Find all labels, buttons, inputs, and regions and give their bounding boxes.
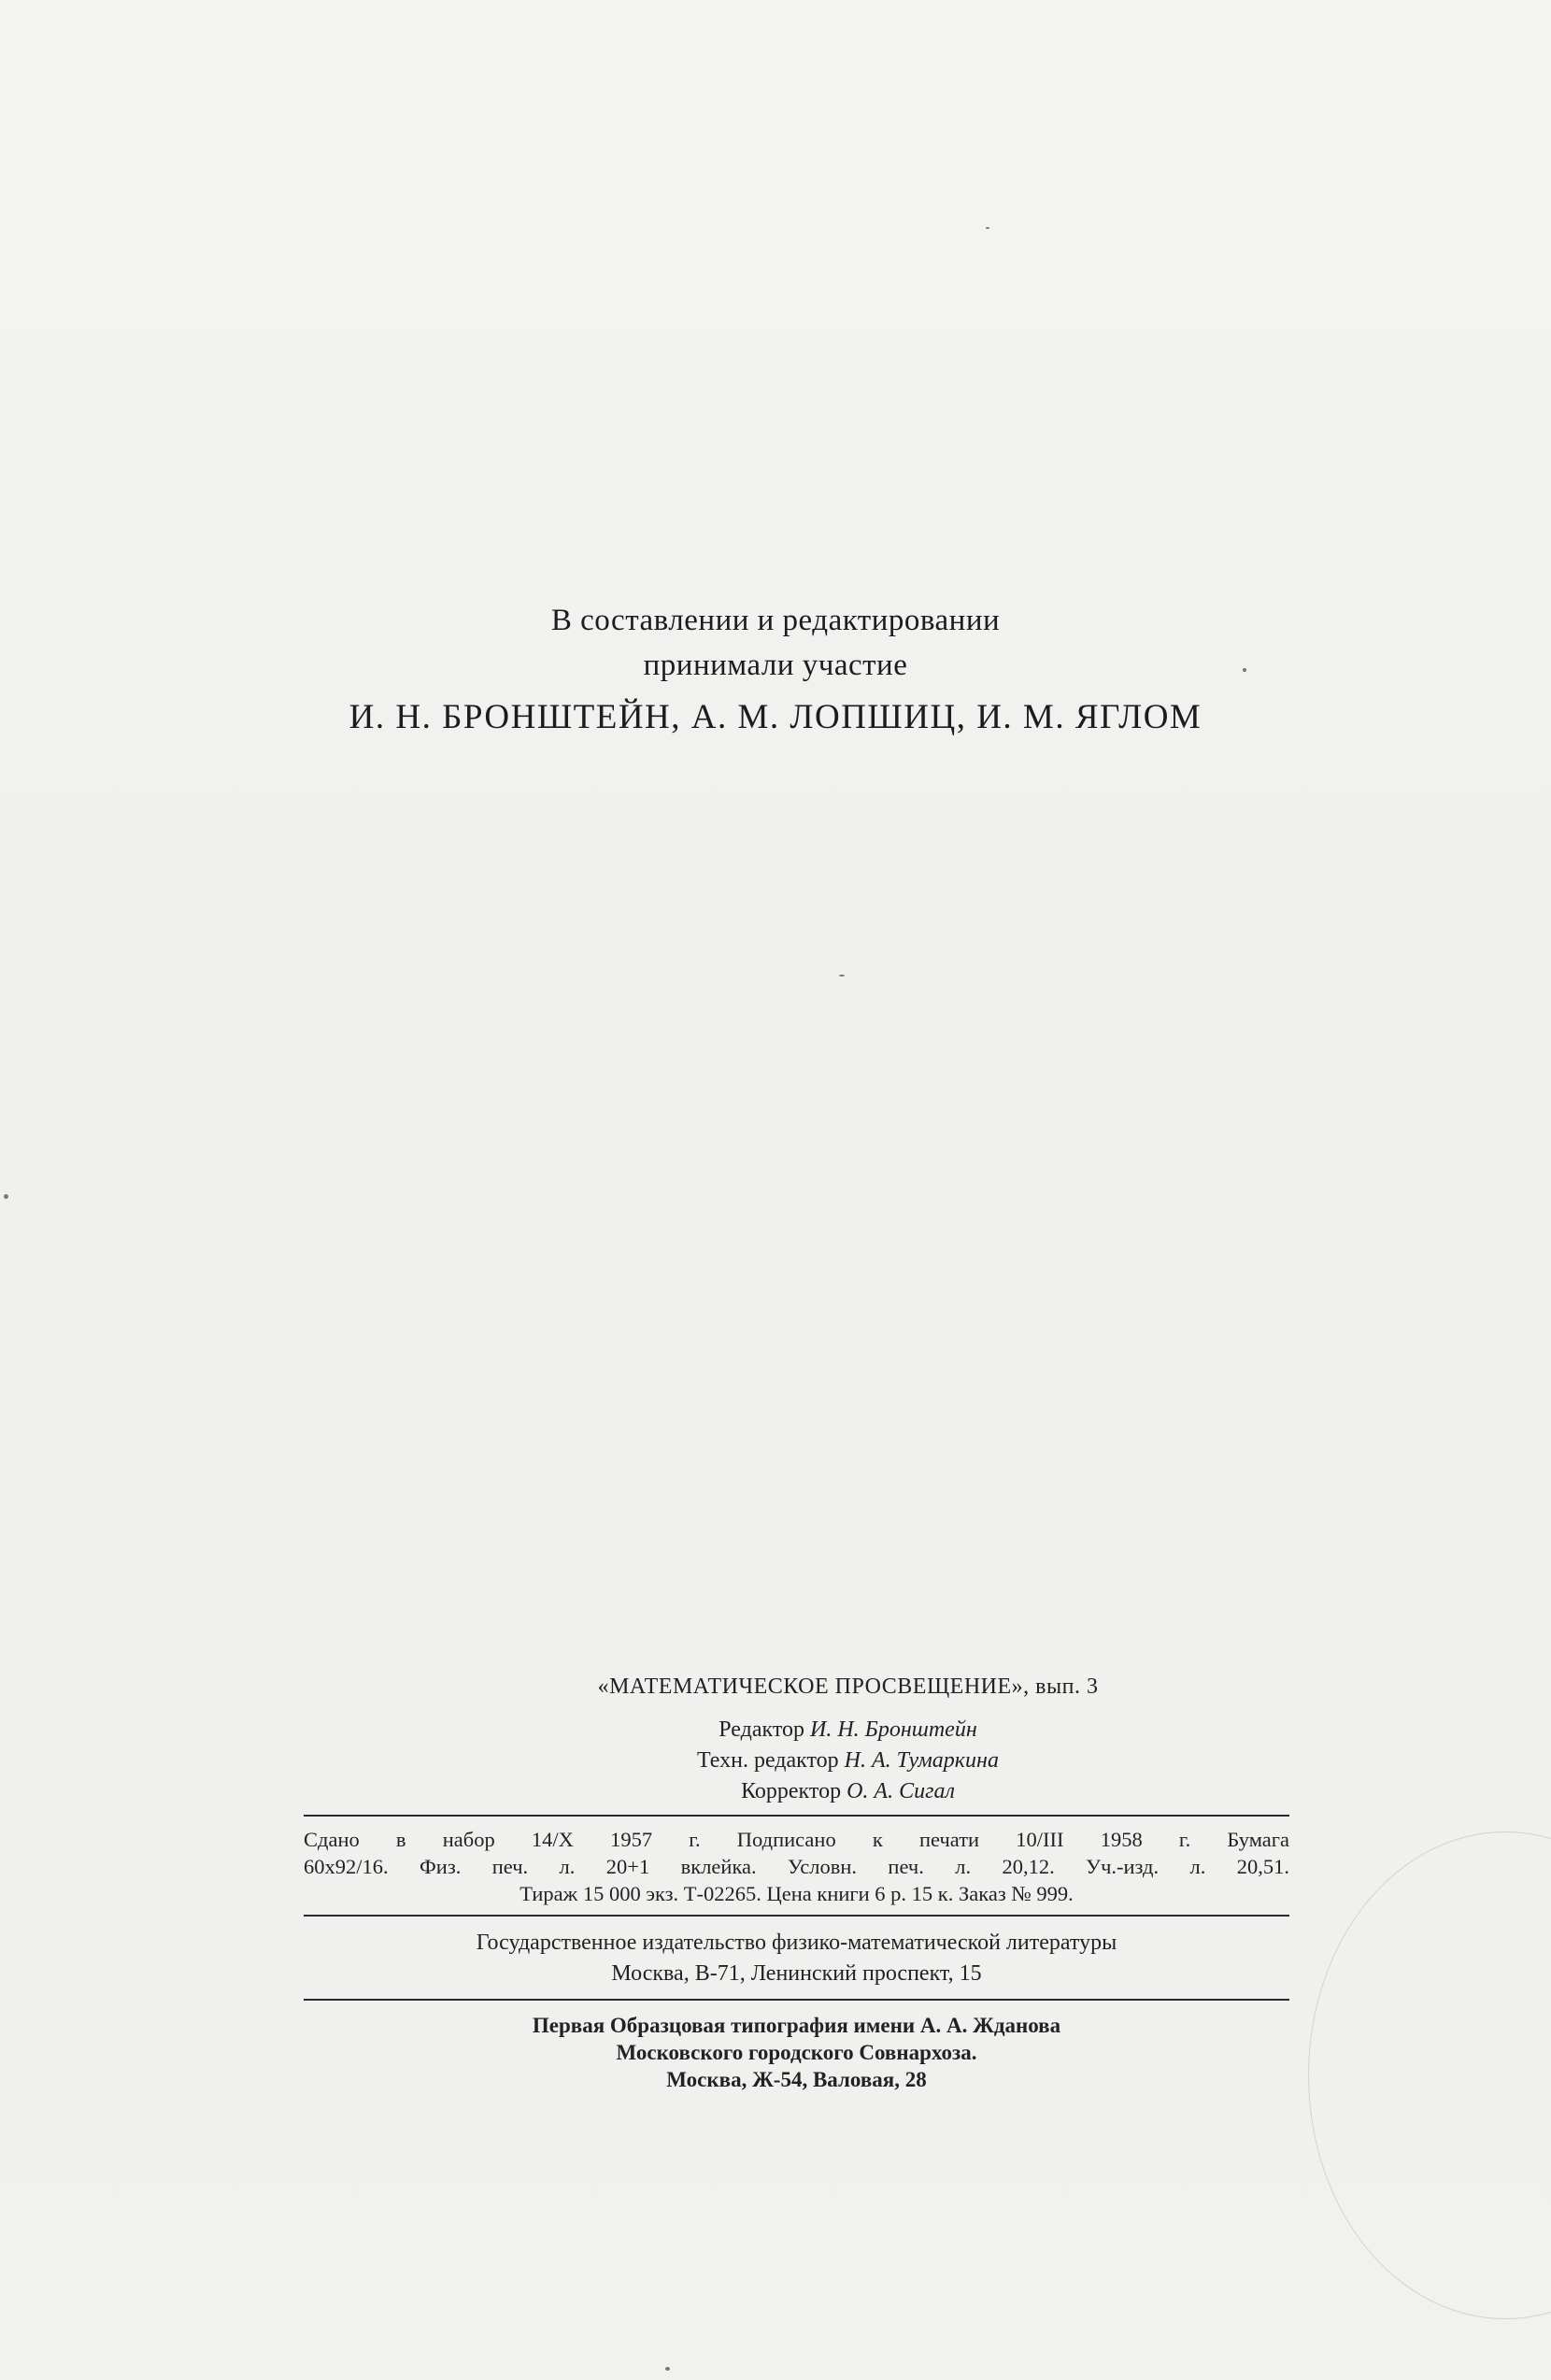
- speck: [4, 1194, 8, 1199]
- staff-proofreader: [406, 1776, 1289, 1807]
- speck: [986, 227, 989, 229]
- staff-person: Н. А. Тумаркина: [844, 1748, 999, 1773]
- series-title: «МАТЕМАТИЧЕСКОЕ ПРОСВЕЩЕНИЕ», вып. 3: [597, 1675, 1099, 1699]
- staff-person: И. Н. Бронштейн: [810, 1717, 977, 1742]
- staff-person: О. А. Сигал: [847, 1779, 955, 1803]
- publisher-block: [304, 1917, 1289, 1999]
- speck: [839, 975, 845, 976]
- colophon: [304, 1668, 1289, 2093]
- printer-block: [304, 2001, 1289, 2093]
- print-specs-line-3: Тираж 15 000 экз. Т-02265. Цена книги 6 р. 15 к. Заказ № 999.: [519, 1882, 1074, 1905]
- staff-tech-editor: [406, 1746, 1289, 1776]
- printer-affiliation: Московского городского Совнархоза.: [616, 2041, 977, 2064]
- contributors-block: [0, 598, 1551, 744]
- printer-address: Москва, Ж-54, Валовая, 28: [666, 2068, 927, 2091]
- staff-role: Техн. редактор: [697, 1748, 839, 1773]
- publisher-address: Москва, В-71, Ленинский проспект, 15: [611, 1961, 982, 1986]
- print-specs: [304, 1817, 1289, 1915]
- print-specs-line-2: 60x92/16. Физ. печ. л. 20+1 вклейка. Условн. печ. л. 20,12. Уч.-изд. л. 20,51.: [304, 1855, 1289, 1878]
- print-specs-line-1: Сдано в набор 14/X 1957 г. Подписано к печати 10/III 1958 г. Бумага: [304, 1828, 1289, 1851]
- printer-name: Первая Образцовая типография имени А. А. Жданова: [532, 2014, 1061, 2037]
- staff-list: [406, 1715, 1289, 1807]
- staff-editor: [406, 1715, 1289, 1746]
- contributors-line-1: В составлении и редактировании: [550, 604, 1001, 637]
- paper-fold-mark: [1308, 1831, 1551, 2319]
- publisher-name: Государственное издательство физико-математической литературы: [476, 1931, 1117, 1955]
- speck: [665, 2367, 670, 2371]
- staff-role: Корректор: [741, 1779, 842, 1803]
- staff-role: Редактор: [719, 1717, 804, 1742]
- contributors-line-2: принимали участие: [643, 648, 908, 682]
- contributors-names: И. Н. БРОНШТЕЙН, А. М. ЛОПШИЦ, И. М. ЯГЛОМ: [349, 698, 1202, 736]
